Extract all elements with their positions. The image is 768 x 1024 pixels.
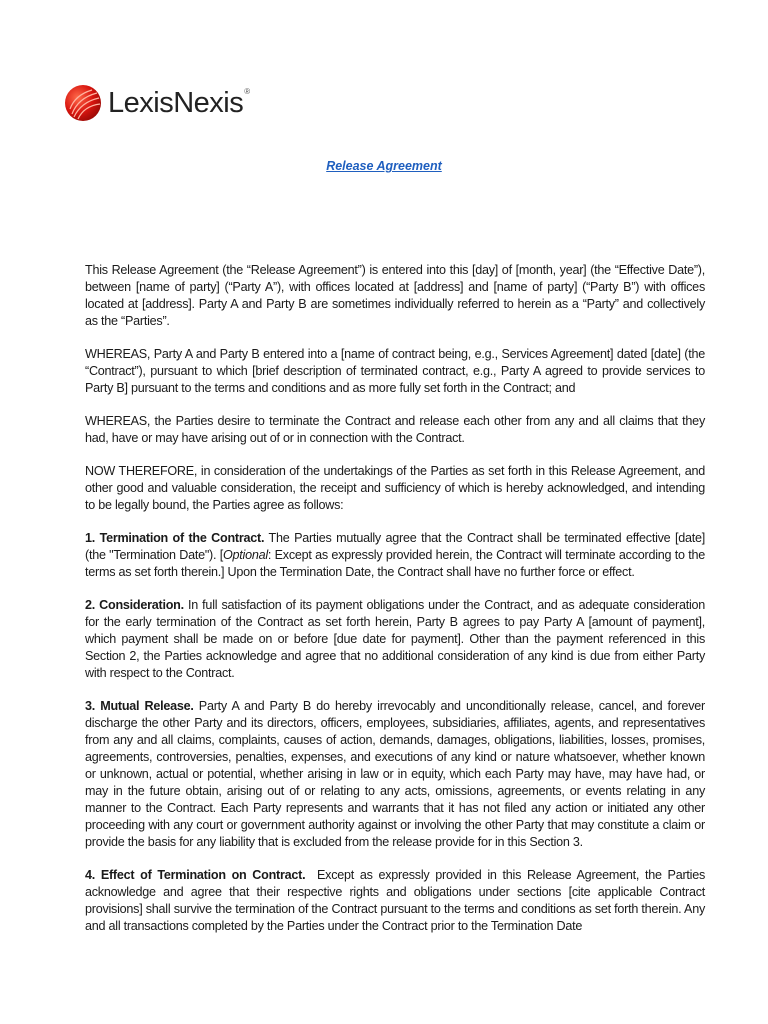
paragraph-whereas-2: WHEREAS, the Parties desire to terminate the Contract and release each other from any and all claims that they had, have or may have arising out of or in connection with the Contract. — [85, 414, 705, 445]
document-title: Release Agreement — [326, 159, 442, 173]
lexisnexis-logo — [64, 84, 250, 122]
section-text: Party A and Party B do hereby irrevocably and unconditionally release, cancel, and forever discharge the other Party and its directors, officers, employees, subsidiaries, affiliates, agents, and representatives from any and all claims, complaints, causes of action, demands, damages, obligations, liabilities, losses, promises, agreements, controversies, penalties, expenses, and executions of any kind or nature whatsoever, whether known or unknown, actual or potential, whether arising in law or in equity, which each Party may have, may have had, or may in the future obtain, arising out of or relating to any acts, omissions, agreements, or events relating in any manner to the Contract. Each Party represents and warrants that it has not filed any action or initiated any other proceeding with any court or government authority against or involving the other Party that may constitute a claim or provide the basis for any liability that is excluded from the release provide for in this Section 3. — [85, 699, 706, 849]
logo-wordmark: LexisNexis® — [108, 86, 250, 119]
section-heading: 3. Mutual Release. — [85, 699, 194, 713]
section-mutual-release — [85, 698, 705, 851]
paragraph-whereas-1: WHEREAS, Party A and Party B entered into a [name of contract being, e.g., Services Agreement] dated [date] (the “Contract”), pursuant to which [brief description of terminated contract, e.g., Party A agreed to provide services to Party B] pursuant to the terms and conditions and as more fully set forth in the Contract; and — [85, 347, 705, 395]
section-text: : Except as expressly provided herein, the Contract will terminate according to the terms as set forth therein.] Upon the Termination Date, the Contract shall have no further force or effect. — [85, 548, 706, 579]
paragraph-now-therefore: NOW THEREFORE, in consideration of the undertakings of the Parties as set forth in this Release Agreement, and other good and valuable consideration, the receipt and sufficiency of which is hereby acknowledged, and intending to be legally bound, the Parties agree as follows: — [85, 464, 705, 512]
section-italic: Optional — [223, 548, 268, 562]
section-heading: 4. Effect of Termination on Contract. — [85, 868, 306, 882]
section-heading: 2. Consideration. — [85, 598, 184, 612]
section-text: In full satisfaction of its payment obligations under the Contract, and as adequate consideration for the early termination of the Contract as set forth herein, Party B agrees to pay Party A [amount of payment], which payment shall be made on or before [due date for payment]. Other than the payment referenced in this Section 2, the Parties acknowledge and agree that no additional consideration of any kind is due from either Party with respect to the Contract. — [85, 598, 705, 680]
lexisnexis-globe-icon — [64, 84, 102, 122]
paragraph-preamble: This Release Agreement (the “Release Agreement”) is entered into this [day] of [month, year] (the “Effective Date”), between [name of party] (“Party A”), with offices located at [address] and [name of party] (“Party B”) with offices located at [address]. Party A and Party B are sometimes individually referred to herein as a “Party” and collectively as the “Parties”. — [85, 263, 705, 328]
document-body — [85, 262, 709, 951]
section-consideration — [85, 597, 705, 682]
section-text: The Parties mutually agree that the Contract shall be terminated effective [date] (the "Termination Date"). [ — [85, 531, 705, 562]
section-termination — [85, 530, 705, 581]
section-text: Except as expressly provided in this Release Agreement, the Parties acknowledge and agree that their respective rights and obligations under sections [cite applicable Contract provisions] shall survive the termination of the Contract pursuant to the terms and conditions as set forth therein. Any and all transactions completed by the Parties under the Contract prior to the Termination Date — [85, 868, 709, 933]
section-effect-of-termination — [85, 867, 709, 935]
section-heading: 1. Termination of the Contract. — [85, 531, 265, 545]
